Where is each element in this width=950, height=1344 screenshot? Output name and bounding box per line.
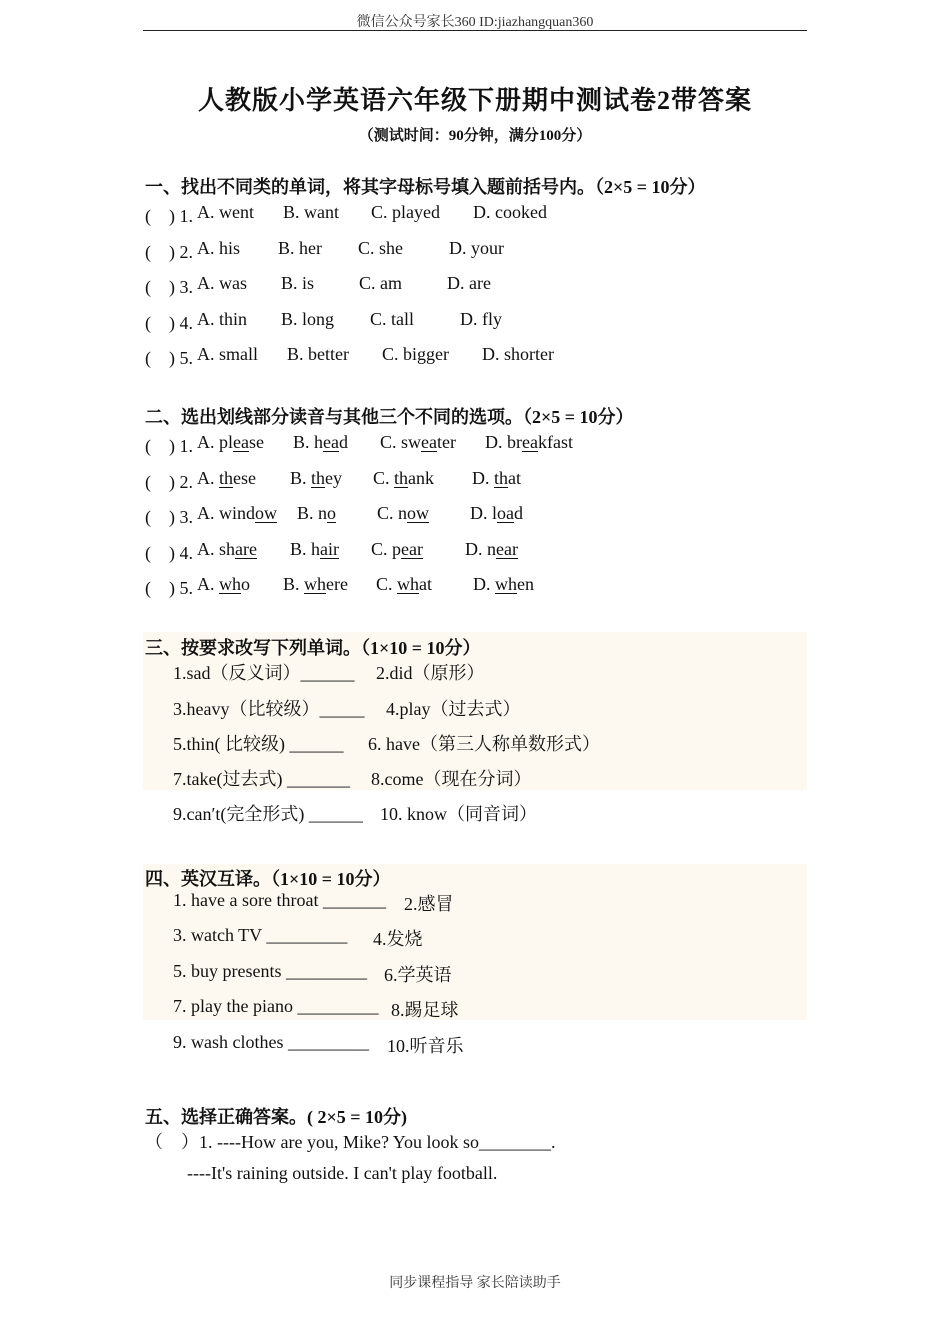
option-c: C. she: [358, 238, 403, 258]
rewrite-item: 5.thin( 比较级) ______: [173, 734, 344, 754]
section5-question-1: （ ）1. ----How are you, Mike? You look so________.: [145, 1132, 556, 1152]
section4-heading: 四、英汉互译。（1×10 = 10分）: [145, 869, 391, 889]
translation-item: 10.听音乐: [387, 1036, 464, 1056]
question-number: ( ) 4.: [145, 313, 193, 333]
rewrite-item: 8.come（现在分词）: [371, 769, 532, 789]
underlined-letters: wh: [495, 574, 517, 594]
underlined-letters: th: [494, 468, 509, 488]
option-text: ank: [408, 468, 435, 488]
option-d: D. cooked: [473, 202, 547, 222]
underlined-letters: are: [235, 539, 257, 559]
option-text: A. wind: [197, 503, 255, 523]
option-d: [473, 574, 534, 595]
option-b: [290, 539, 339, 560]
option-b: B. is: [281, 273, 315, 293]
option-text: A. pl: [197, 432, 233, 452]
underlined-letters: ea: [522, 432, 538, 452]
option-text: D.: [473, 574, 495, 594]
option-a: A. his: [197, 238, 241, 258]
underlined-letters: ea: [421, 432, 437, 452]
translation-item: 8.踢足球: [391, 1000, 459, 1020]
option-a: [197, 503, 277, 524]
option-d: D. your: [449, 238, 504, 258]
section5-question-1-answer-line: ----It's raining outside. I can't play football.: [187, 1163, 498, 1183]
page-header: 微信公众号家长360 ID:jiazhangquan360: [356, 15, 594, 30]
option-text: B.: [290, 468, 312, 488]
option-c: [380, 432, 456, 453]
option-text: C.: [376, 574, 398, 594]
section2-heading: 二、选出划线部分读音与其他三个不同的选项。（2×5 = 10分）: [145, 407, 634, 427]
option-text: B.: [283, 574, 305, 594]
translation-item: 1. have a sore throat _______: [173, 890, 386, 910]
question-number: ( ) 4.: [145, 543, 193, 563]
option-text: A.: [197, 574, 219, 594]
option-b: [290, 468, 342, 489]
underlined-letters: ea: [233, 432, 249, 452]
underlined-letters: th: [219, 468, 234, 488]
underlined-letters: ow: [407, 503, 430, 523]
question-number: ( ) 2.: [145, 472, 193, 492]
option-a: [197, 432, 264, 453]
rewrite-item: 3.heavy（比较级）_____: [173, 699, 365, 719]
section5-heading: 五、选择正确答案。( 2×5 = 10分): [145, 1107, 408, 1127]
option-text: ter: [437, 432, 456, 452]
option-b: [297, 503, 336, 524]
section3-heading: 三、按要求改写下列单词。（1×10 = 10分）: [145, 638, 481, 658]
translation-item: 3. watch TV _________: [173, 925, 348, 945]
option-text: D.: [472, 468, 494, 488]
underlined-letters: ear: [496, 539, 518, 559]
option-c: C. am: [359, 273, 402, 293]
option-a: A. was: [197, 273, 247, 293]
option-text: se: [248, 432, 264, 452]
translation-item: 6.学英语: [384, 965, 452, 985]
question-number: ( ) 5.: [145, 348, 193, 368]
option-text: kfast: [537, 432, 573, 452]
option-text: en: [517, 574, 534, 594]
option-b: B. want: [283, 202, 339, 222]
question-number: ( ) 3.: [145, 277, 193, 297]
option-b: [293, 432, 348, 453]
translation-item: 4.发烧: [373, 929, 423, 949]
underlined-letters: ow: [255, 503, 277, 523]
option-c: [371, 539, 423, 560]
option-d: D. shorter: [482, 344, 554, 364]
option-text: A. sh: [197, 539, 236, 559]
option-text: B. n: [297, 503, 328, 523]
option-text: D. n: [465, 539, 496, 559]
rewrite-item: 9.can′t(完全形式) ______: [173, 804, 363, 824]
underlined-letters: th: [311, 468, 326, 488]
underlined-letters: o: [327, 503, 337, 523]
rewrite-item: 7.take(过去式) _______: [173, 769, 350, 789]
question-number: ( ) 1.: [145, 436, 193, 456]
option-text: A.: [197, 468, 219, 488]
question-number: ( ) 1.: [145, 206, 193, 226]
rewrite-item: 1.sad（反义词）______: [173, 663, 355, 683]
question-number: ( ) 2.: [145, 242, 193, 262]
option-c: C. bigger: [382, 344, 449, 364]
option-text: ese: [233, 468, 256, 488]
rewrite-item: 10. know（同音词）: [380, 804, 537, 824]
underlined-letters: wh: [219, 574, 241, 594]
question-number: ( ) 5.: [145, 578, 193, 598]
option-text: d: [339, 432, 348, 452]
option-c: C. played: [371, 202, 440, 222]
option-text: ey: [325, 468, 343, 488]
option-text: B. h: [293, 432, 324, 452]
option-a: A. small: [197, 344, 258, 364]
underlined-letters: air: [320, 539, 339, 559]
underlined-letters: th: [394, 468, 409, 488]
option-c: [373, 468, 434, 489]
option-b: B. her: [278, 238, 322, 258]
option-text: B. h: [290, 539, 321, 559]
rewrite-item: 6. have（第三人称单数形式）: [368, 734, 600, 754]
option-c: [377, 503, 429, 524]
option-d: [465, 539, 518, 560]
underlined-letters: ear: [401, 539, 423, 559]
section1-heading: 一、找出不同类的单词，将其字母标号填入题前括号内。（2×5 = 10分）: [145, 177, 706, 197]
option-text: D. br: [485, 432, 522, 452]
option-d: [472, 468, 521, 489]
option-d: D. are: [447, 273, 491, 293]
underlined-letters: wh: [304, 574, 327, 594]
option-text: C. sw: [380, 432, 422, 452]
option-text: ere: [326, 574, 348, 594]
underlined-letters: wh: [397, 574, 420, 594]
option-text: C. n: [377, 503, 408, 523]
option-a: [197, 468, 256, 489]
option-text: o: [241, 574, 250, 594]
page-footer: 同步课程指导 家长陪读助手: [389, 1276, 561, 1291]
option-c: C. tall: [370, 309, 414, 329]
option-d: D. fly: [460, 309, 502, 329]
option-c: [376, 574, 432, 595]
page-title: 人教版小学英语六年级下册期中测试卷2带答案: [197, 86, 752, 115]
underlined-letters: oa: [497, 503, 514, 523]
translation-item: 7. play the piano _________: [173, 996, 379, 1016]
option-text: C. p: [371, 539, 402, 559]
rewrite-item: 4.play（过去式）: [386, 699, 521, 719]
option-a: A. thin: [197, 309, 248, 329]
option-text: d: [514, 503, 523, 523]
rewrite-item: 2.did（原形）: [376, 663, 485, 683]
header-rule: [143, 30, 807, 31]
translation-item: 5. buy presents _________: [173, 961, 367, 981]
option-text: D. l: [470, 503, 497, 523]
option-b: [283, 574, 348, 595]
option-text: at: [508, 468, 522, 488]
option-b: B. better: [287, 344, 349, 364]
page-subtitle: （测试时间：90分钟，满分100分）: [358, 128, 592, 144]
option-d: [485, 432, 573, 453]
translation-item: 2.感冒: [404, 894, 454, 914]
option-a: A. went: [197, 202, 254, 222]
option-text: C.: [373, 468, 395, 488]
underlined-letters: ea: [323, 432, 339, 452]
translation-item: 9. wash clothes _________: [173, 1032, 369, 1052]
option-b: B. long: [281, 309, 335, 329]
question-number: ( ) 3.: [145, 507, 193, 527]
option-a: [197, 539, 257, 560]
option-text: at: [419, 574, 433, 594]
option-a: [197, 574, 250, 595]
option-d: [470, 503, 523, 524]
